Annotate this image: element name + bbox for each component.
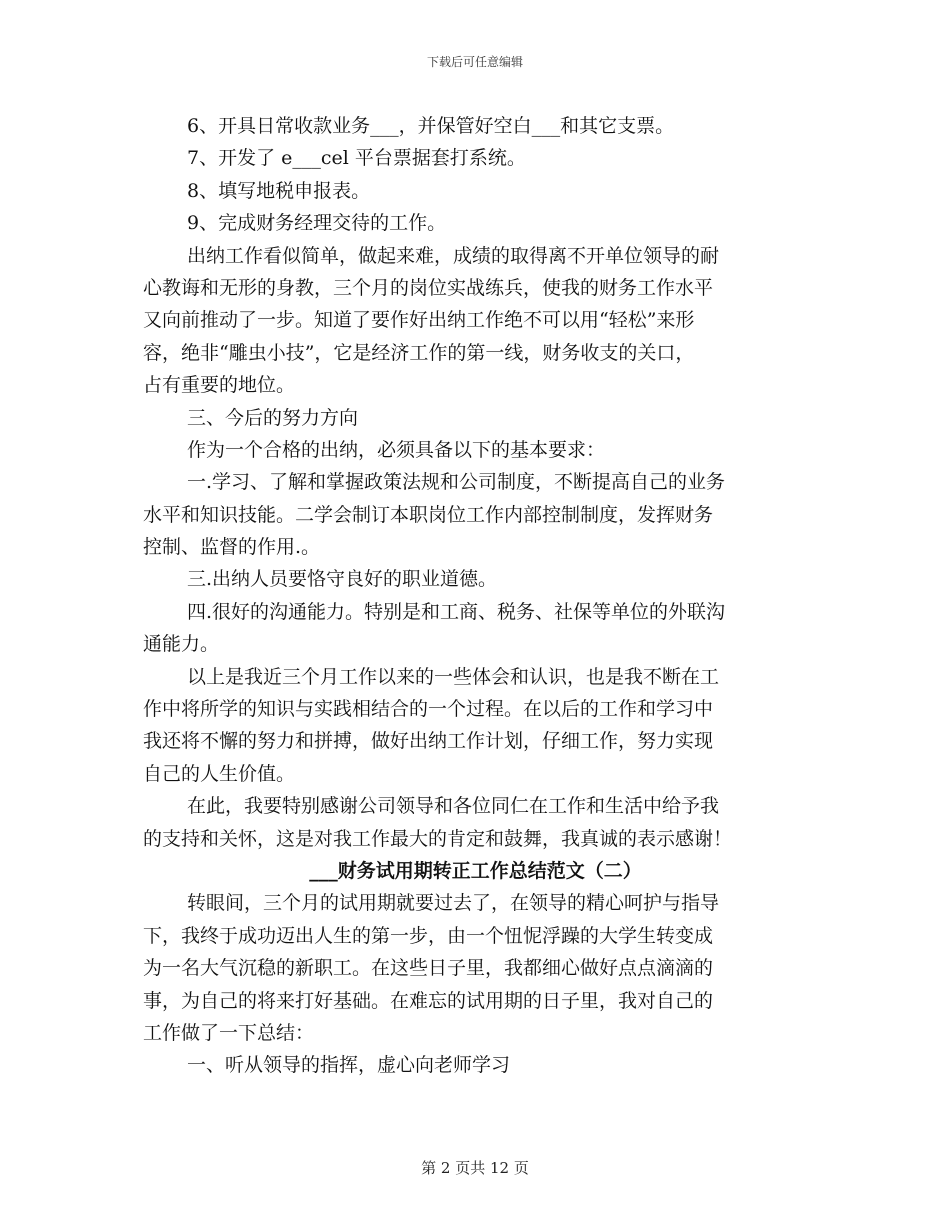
text-line: 下，我终于成功迈出人生的第一步，由一个忸怩浮躁的大学生转变成 [143,924,714,947]
page-header: 下载后可任意编辑 [426,55,523,69]
text-line: 作中将所学的知识与实践相结合的一个过程。在以后的工作和学习中 [143,698,714,721]
text-line: 自己的人生价值。 [143,762,296,785]
text-line: 心教诲和无形的身教，三个月的岗位实战练兵，使我的财务工作水平 [143,276,714,299]
text-line: 转眼间，三个月的试用期就要过去了，在领导的精心呵护与指导 [187,892,720,915]
page-footer: 第 2 页共 12 页 [421,1159,529,1177]
document-body [143,110,808,1082]
text-line: 9、完成财务经理交待的工作。 [187,212,447,235]
text-line: 作为一个合格的出纳，必须具备以下的基本要求： [187,438,606,461]
text-line: 一、听从领导的指挥，虚心向老师学习 [187,1054,511,1077]
text-line: 7、开发了 e___cel 平台票据套打系统。 [187,147,526,170]
text-line: 四.很好的沟通能力。特别是和工商、税务、社保等单位的外联沟 [187,600,726,623]
text-line: 控制、监督的作用.。 [143,536,321,559]
text-line: 工作做了一下总结： [143,1021,315,1044]
text-line: 的支持和关怀，这是对我工作最大的肯定和鼓舞，我真诚的表示感谢！ [143,827,733,850]
text-line: 三、今后的努力方向 [187,406,359,429]
text-line: 事，为自己的将来打好基础。在难忘的试用期的日子里，我对自己的 [143,989,714,1012]
text-line: 以上是我近三个月工作以来的一些体会和认识，也是我不断在工 [187,665,720,688]
text-line: 通能力。 [143,633,220,656]
text-line: 三.出纳人员要恪守良好的职业道德。 [187,568,498,591]
section-heading: ___财务试用期转正工作总结范文（二） [309,859,642,882]
text-line: 容，绝非“雕虫小技”，它是经济工作的第一线，财务收支的关口， [143,341,695,364]
text-line: 为一名大气沉稳的新职工。在这些日子里，我都细心做好点点滴滴的 [143,957,714,980]
text-line: 水平和知识技能。二学会制订本职岗位工作内部控制制度，发挥财务 [143,503,714,526]
text-line: 6、开具日常收款业务___，并保管好空白___和其它支票。 [187,115,675,137]
text-line: 在此，我要特别感谢公司领导和各位同仁在工作和生活中给予我 [187,795,720,818]
text-line: 一.学习、了解和掌握政策法规和公司制度，不断提高自己的业务 [187,471,726,494]
text-line: 8、填写地税申报表。 [187,179,371,202]
text-line: 出纳工作看似简单，做起来难，成绩的取得离不开单位领导的耐 [187,244,720,267]
text-line: 又向前推动了一步。知道了要作好出纳工作绝不可以用“轻松”来形 [143,309,695,332]
text-line: 占有重要的地位。 [143,374,296,397]
text-line: 我还将不懈的努力和拼搏，做好出纳工作计划，仔细工作，努力实现 [143,730,714,753]
